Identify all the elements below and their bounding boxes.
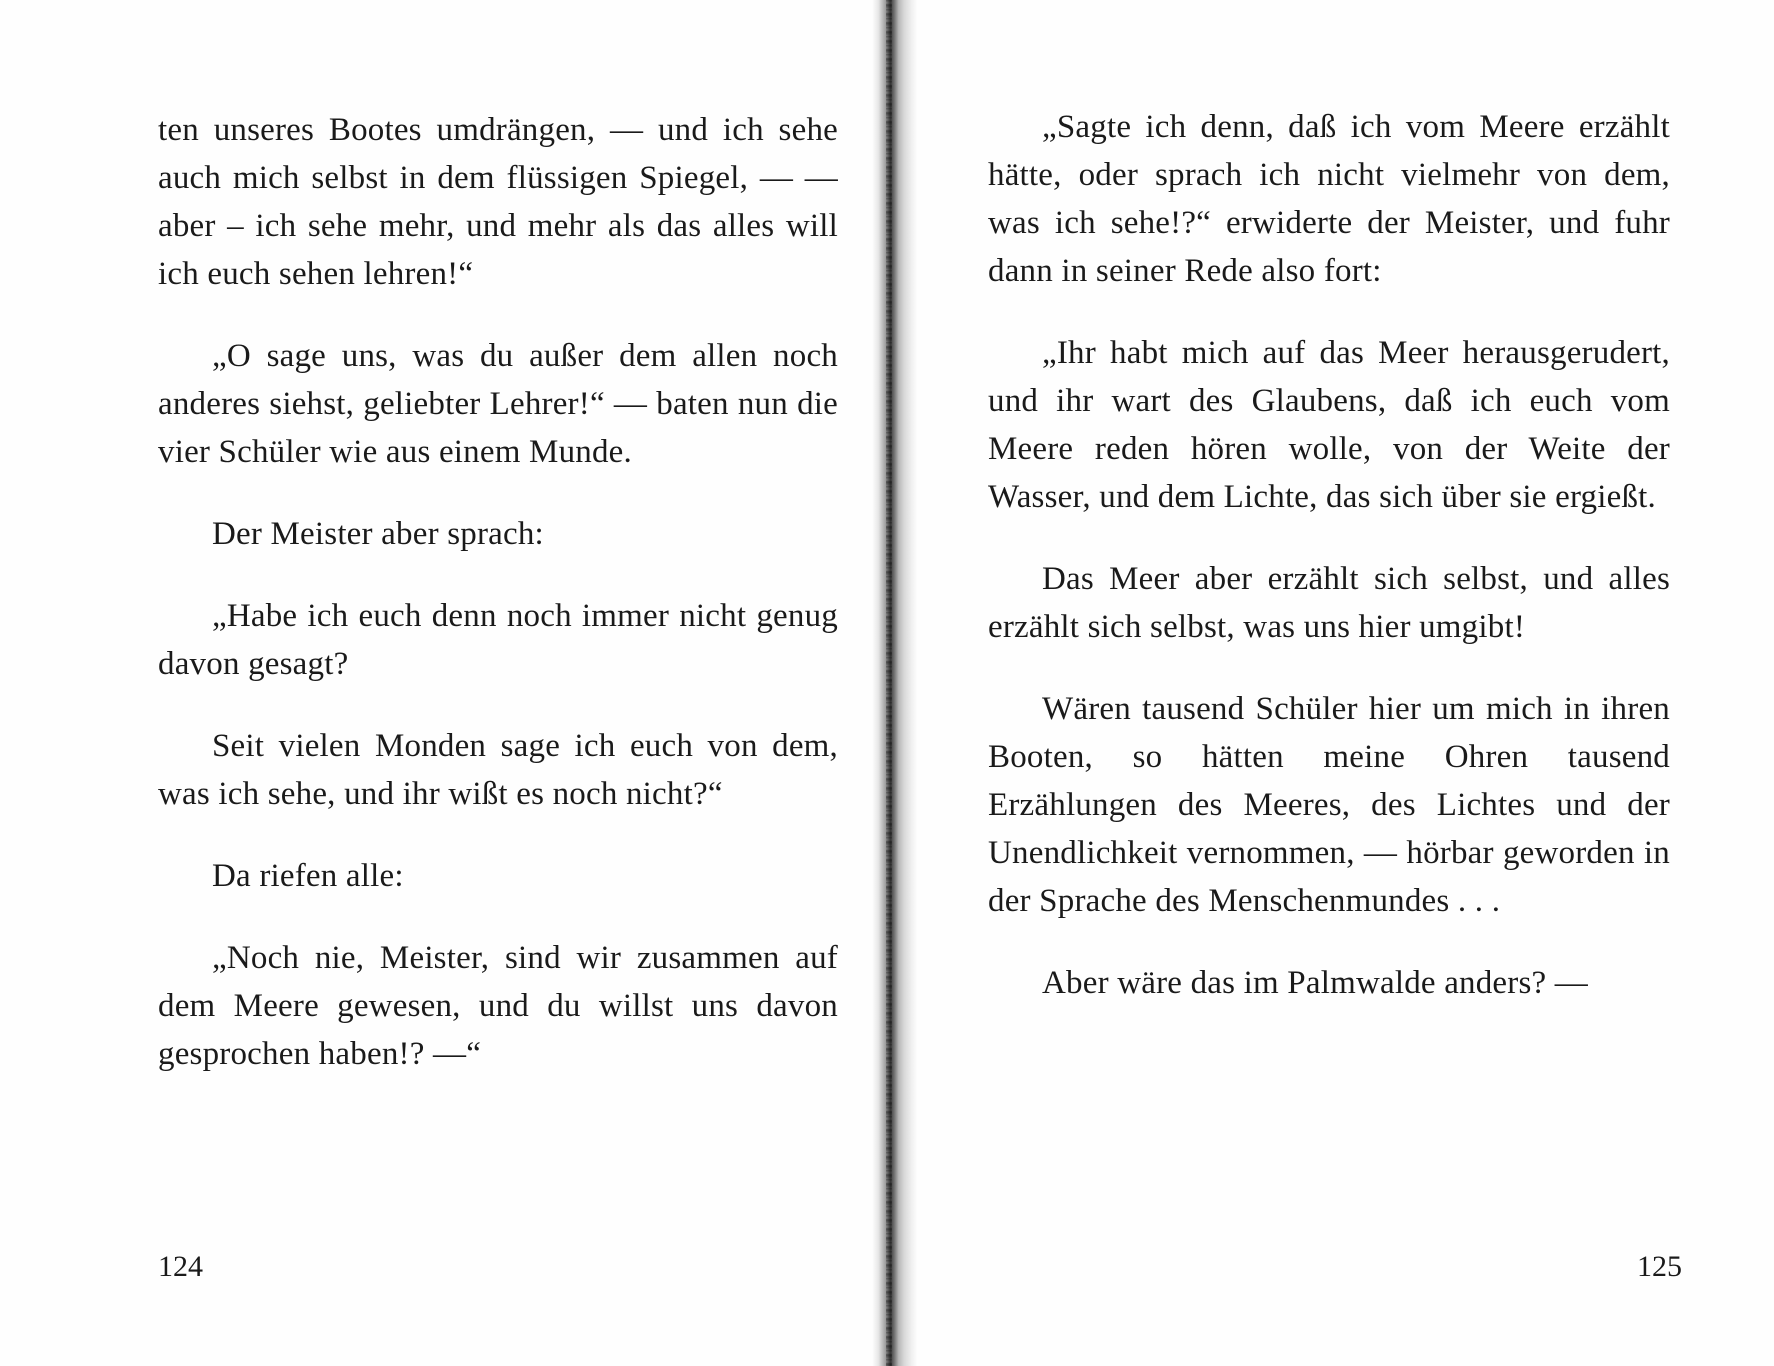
paragraph: Da riefen alle: <box>212 858 404 894</box>
left-page-text <box>158 106 838 1112</box>
paragraph: „Habe ich euch denn noch immer nicht genug davon gesagt? <box>158 598 838 682</box>
paragraph: „Sagte ich denn, daß ich vom Meere erzählt hätte, oder sprach ich nicht vielmehr von dem, was ich sehe!?“ erwiderte der Meister, und fuhr dann in seiner Rede also fort: <box>988 109 1670 289</box>
paragraph: ten unseres Bootes umdrängen, — und ich sehe auch mich selbst in dem flüssigen Spiegel, — — aber – ich sehe mehr, und mehr als das alles will ich euch sehen lehren!“ <box>158 112 838 292</box>
paragraph: „Noch nie, Meister, sind wir zusammen auf dem Meere gewesen, und du willst uns davon gesprochen haben!? —“ <box>158 940 838 1072</box>
right-page-text <box>988 103 1670 1041</box>
paragraph: „Ihr habt mich auf das Meer herausgerudert, und ihr wart des Glaubens, daß ich euch vom Meere reden hören wolle, von der Weite der Wasser, und dem Lichte, das sich über sie ergießt. <box>988 335 1670 515</box>
paragraph: Das Meer aber erzählt sich selbst, und alles erzählt sich selbst, was uns hier umgibt! <box>988 561 1670 645</box>
book-gutter <box>872 0 918 1366</box>
paragraph: „O sage uns, was du außer dem allen noch anderes siehst, geliebter Lehrer!“ — baten nun die vier Schüler wie aus einem Munde. <box>158 338 838 470</box>
paragraph: Wären tausend Schüler hier um mich in ihren Booten, so hätten meine Ohren tausend Erzählungen des Meeres, des Lichtes und der Unendlichkeit vernommen, — hörbar geworden in der Sprache des Menschenmundes . . . <box>988 691 1670 919</box>
page-number-left: 124 <box>158 1250 203 1283</box>
paragraph: Der Meister aber sprach: <box>212 516 544 552</box>
paragraph: Seit vielen Monden sage ich euch von dem, was ich sehe, und ihr wißt es noch nicht?“ <box>158 728 838 812</box>
left-page <box>0 0 875 1366</box>
page-number-right: 125 <box>1637 1250 1682 1283</box>
right-page <box>915 0 1774 1366</box>
paragraph: Aber wäre das im Palmwalde anders? — <box>1042 965 1589 1001</box>
